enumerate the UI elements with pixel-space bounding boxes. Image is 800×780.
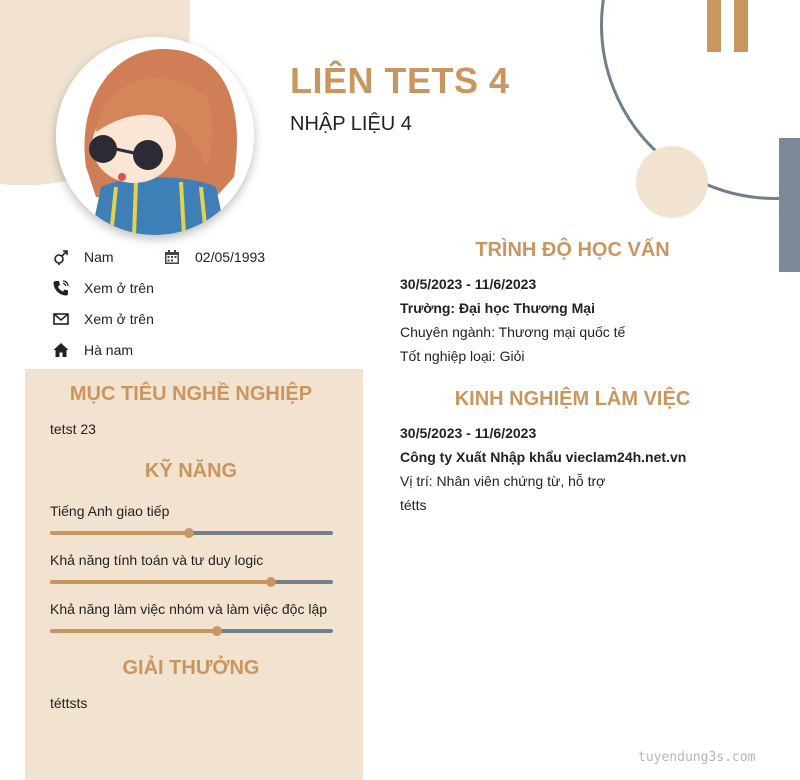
decor-dot [636,146,708,218]
education-school: Trường: Đại học Thương Mại [400,300,595,316]
address-value: Hà nam [84,342,134,358]
decor-bar-tan-2 [734,0,748,52]
skill-bar-knob [184,528,194,538]
email-icon [52,310,70,328]
skill-bar [50,531,333,535]
experience-company: Công ty Xuất Nhập khẩu vieclam24h.net.vn [400,449,687,465]
candidate-name: LIÊN TETS 4 [290,60,510,101]
decor-bar-slate [779,138,800,272]
experience-role: Vị trí: Nhân viên chứng từ, hỗ trợ [400,473,606,489]
skill-bar-knob [212,626,222,636]
skills-title: KỸ NĂNG [144,460,238,482]
birthday-value: 02/05/1993 [195,249,266,265]
experience-date: 30/5/2023 - 11/6/2023 [400,425,537,441]
avatar [56,37,254,235]
education-date: 30/5/2023 - 11/6/2023 [400,276,537,292]
skill-bar [50,580,333,584]
awards-text: téttsts [50,695,88,711]
phone-icon [52,279,70,297]
gender-icon [52,248,70,266]
candidate-position: NHẬP LIỆU 4 [290,113,412,135]
skill-bar-fill [50,580,271,584]
decor-bar-tan-1 [707,0,721,52]
awards-title: GIẢI THƯỞNG [122,657,260,679]
experience-title: KINH NGHIỆM LÀM VIỆC [454,388,691,410]
gender-value: Nam [84,249,114,265]
skill-bar-fill [50,629,217,633]
email-value: Xem ở trên [84,311,154,327]
career-goal-text: tetst 23 [50,421,96,437]
phone-value: Xem ở trên [84,280,154,296]
contact-gender [52,248,114,266]
avatar-illustration [56,37,254,235]
contact-birthday [163,248,265,266]
experience-description: tétts [400,497,427,513]
career-goal-title: MỤC TIÊU NGHỀ NGHIỆP [69,383,313,405]
education-grade: Tốt nghiệp loại: Giỏi [400,348,525,364]
skill-label: Khả năng tính toán và tư duy logic [50,552,264,568]
education-major: Chuyên ngành: Thương mại quốc tế [400,324,626,340]
skill-label: Khả năng làm việc nhóm và làm việc độc lập [50,601,328,617]
contact-address [52,341,133,359]
contact-phone [52,279,154,297]
education-title: TRÌNH ĐỘ HỌC VẤN [475,239,670,261]
skill-bar-knob [266,577,276,587]
calendar-icon [163,248,181,266]
watermark: tuyendung3s.com [638,750,756,765]
skill-bar [50,629,333,633]
home-icon [52,341,70,359]
skill-label: Tiếng Anh giao tiếp [50,503,170,519]
contact-email [52,310,154,328]
skill-bar-fill [50,531,189,535]
